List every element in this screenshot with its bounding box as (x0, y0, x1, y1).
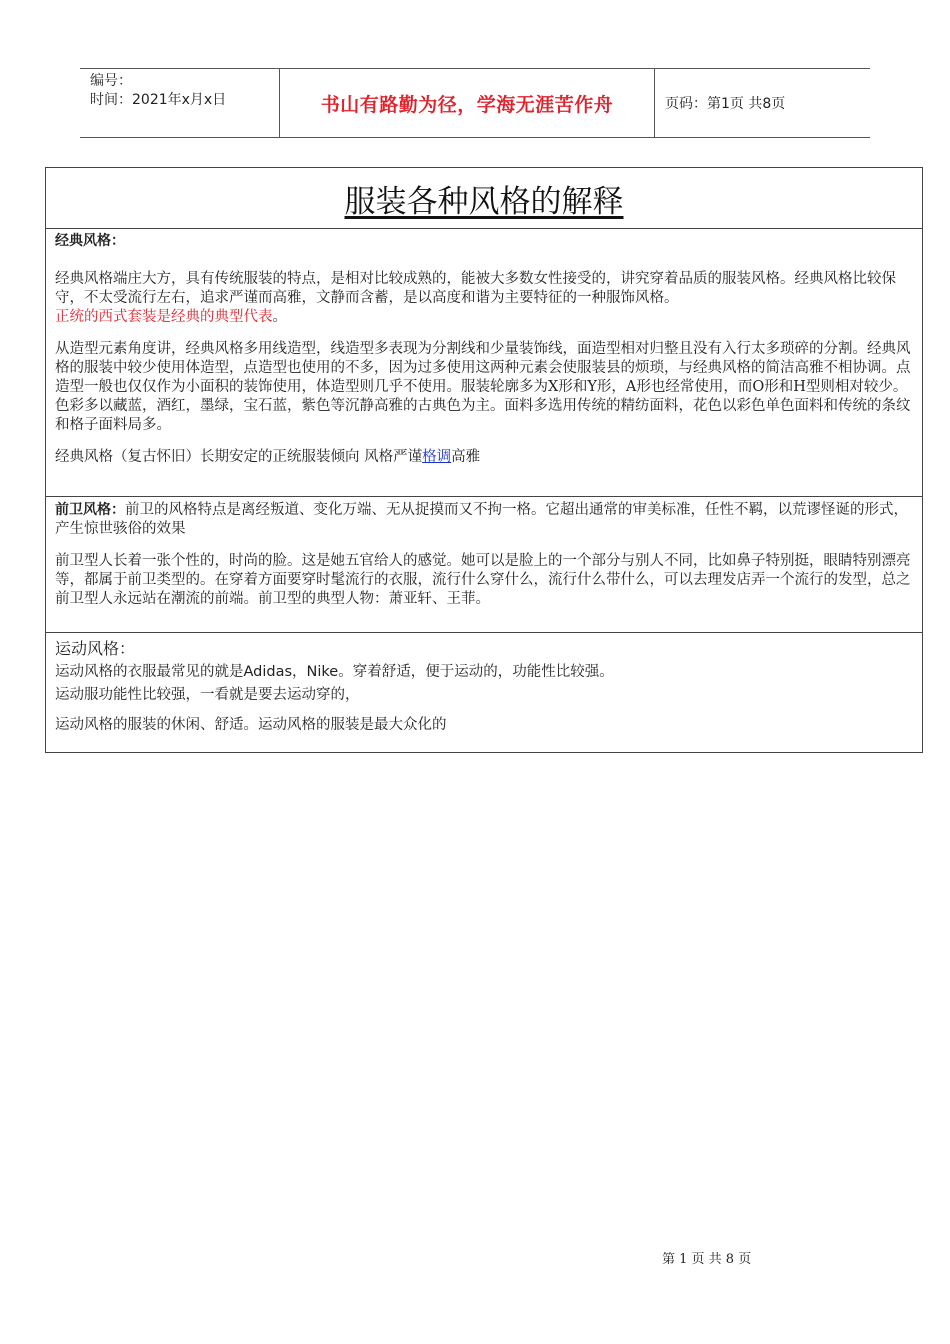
classic-p1-text: 经典风格端庄大方，具有传统服装的特点，是相对比较成熟的，能被大多数女性接受的，讲究穿着品质的服装风格。经典风格比较保守，不太受流行左右，追求严谨而高雅，文静而含蓄，是以高度和谐为主要特征的一种服饰风格。 (55, 271, 896, 306)
sport-p1-after: 。穿着舒适，便于运动的，功能性比较强。 (338, 664, 614, 680)
document-table (45, 167, 923, 753)
header-motto: 书山有路勤为径，学海无涯苦作舟 (280, 69, 655, 137)
avant-paragraph-2: 前卫型人长着一张个性的，时尚的脸。这是她五官给人的感觉。她可以是脸上的一个部分与别人不同，比如鼻子特别挺，眼睛特别漂亮等，都属于前卫类型的。在穿着方面要穿时髦流行的衣服，流行什么穿什么，流行什么带什么，可以去理发店弄一个流行的发型，总之前卫型人永远站在潮流的前端。前卫型的典型人物：萧亚轩、王菲。 (55, 553, 911, 607)
page-header (80, 68, 870, 138)
classic-paragraph-2: 从造型元素角度讲，经典风格多用线造型，线造型多表现为分割线和少量装饰线，面造型相对归整且没有入行太多琐碎的分割。经典风格的服装中较少使用体造型，点造型也使用的不多，因为过多使用这两种元素会使服装县的烦琐，与经典风格的简洁高雅不相协调。点造型一般也仅仅作为小面积的装饰使用，体造型则几乎不使用。服装轮廓多为X形和Y形，A形也经常使用，而O形和H型则相对较少。色彩多以藏蓝，酒红，墨绿，宝石蓝，紫色等沉静高雅的古典色为主。面料多选用传统的精纺面料，花色以彩色单色面料和传统的条纹和格子面料局多。 (55, 341, 911, 433)
sport-heading: 运动风格： (55, 639, 136, 658)
number-label: 编号： (90, 73, 132, 89)
sport-brands: Adidas，Nike (243, 664, 339, 680)
classic-paragraph-1 (55, 270, 913, 327)
avant-paragraph-1 (55, 501, 913, 539)
page-footer: 第 1 页 共 8 页 (662, 1252, 752, 1267)
header-page-label: 页码：第1页 共8页 (665, 96, 786, 112)
classic-style-section (46, 229, 922, 497)
gediao-link[interactable]: 格调 (422, 449, 452, 465)
avant-garde-section (46, 497, 922, 633)
header-meta (80, 69, 280, 137)
title-row (46, 168, 922, 229)
sport-p1-before: 运动风格的衣服最常见的就是 (55, 664, 244, 680)
document-title: 服装各种风格的解释 (344, 183, 624, 220)
avant-heading: 前卫风格： (55, 502, 125, 518)
classic-p3-after: 高雅 (451, 449, 481, 465)
time-label: 时间：2021年x月x日 (90, 92, 227, 108)
avant-p1-text: 前卫的风格特点是离经叛道、变化万端、无从捉摸而又不拘一格。它超出通常的审美标准，任性不羁，以荒谬怪诞的形式，产生惊世骇俗的效果 (55, 502, 908, 537)
sport-paragraph-3: 运动风格的服装的休闲、舒适。运动风格的服装是最大众化的 (55, 717, 447, 733)
classic-red-text: 正统的西式套装是经典的典型代表 (55, 309, 273, 325)
classic-heading: 经典风格： (55, 233, 125, 249)
classic-p1-end: 。 (272, 309, 287, 325)
sport-paragraph-1 (55, 663, 913, 682)
sport-paragraph-2: 运动服功能性比较强，一看就是要去运动穿的， (55, 687, 360, 703)
sport-style-section (46, 633, 922, 735)
classic-p3-before: 经典风格（复古怀旧）长期安定的正统服装倾向 风格严谨 (55, 449, 423, 465)
classic-paragraph-3 (55, 448, 913, 467)
